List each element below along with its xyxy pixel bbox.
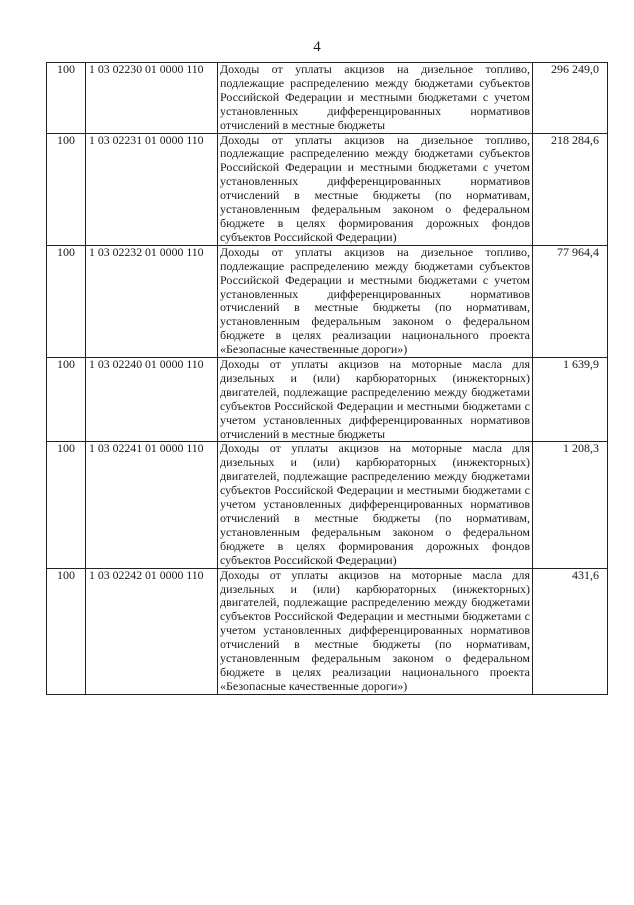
budget-code-cell: 1 03 02241 01 0000 110 xyxy=(86,442,218,568)
amount-cell: 431,6 xyxy=(533,568,608,694)
page-number: 4 xyxy=(313,39,321,55)
table-row xyxy=(47,442,608,568)
admin-code-cell: 100 xyxy=(47,245,86,357)
budget-code-cell: 1 03 02240 01 0000 110 xyxy=(86,358,218,442)
revenue-name-cell: Доходы от уплаты акцизов на дизельное топливо, подлежащие распределению между бюджетами субъектов Российской Федерации и местными бюджетами с учетом установленных дифференцированных нормативов отчислений в местные бюджеты (по нормативам, установленным федеральным законом о федеральном бюджете в целях реализации национального проекта «Безопасные качественные дороги») xyxy=(218,245,533,357)
admin-code-cell: 100 xyxy=(47,568,86,694)
budget-code-cell: 1 03 02232 01 0000 110 xyxy=(86,245,218,357)
budget-code-cell: 1 03 02242 01 0000 110 xyxy=(86,568,218,694)
revenue-table xyxy=(46,62,608,695)
revenue-name-cell: Доходы от уплаты акцизов на моторные масла для дизельных и (или) карбюраторных (инжекторных) двигателей, подлежащие распределению между бюджетами субъектов Российской Федерации и местными бюджетами с учетом установленных дифференцированных нормативов отчислений в местные бюджеты (по нормативам, установленным федеральным законом о федеральном бюджете в целях формирования дорожных фондов субъектов Российской Федерации) xyxy=(218,442,533,568)
admin-code-cell: 100 xyxy=(47,63,86,134)
revenue-name-cell: Доходы от уплаты акцизов на дизельное топливо, подлежащие распределению между бюджетами субъектов Российской Федерации и местными бюджетами с учетом установленных дифференцированных нормативов отчислений в местные бюджеты xyxy=(218,63,533,134)
table-row xyxy=(47,568,608,694)
table-row xyxy=(47,358,608,442)
revenue-name-cell: Доходы от уплаты акцизов на дизельное топливо, подлежащие распределению между бюджетами субъектов Российской Федерации и местными бюджетами с учетом установленных дифференцированных нормативов отчислений в местные бюджеты (по нормативам, установленным федеральным законом о федеральном бюджете в целях формирования дорожных фондов субъектов Российской Федерации) xyxy=(218,133,533,245)
revenue-name-cell: Доходы от уплаты акцизов на моторные масла для дизельных и (или) карбюраторных (инжекторных) двигателей, подлежащие распределению между бюджетами субъектов Российской Федерации и местными бюджетами с учетом установленных дифференцированных нормативов отчислений в местные бюджеты (по нормативам, установленным федеральным законом о федеральном бюджете в целях реализации национального проекта «Безопасные качественные дороги») xyxy=(218,568,533,694)
amount-cell: 296 249,0 xyxy=(533,63,608,134)
admin-code-cell: 100 xyxy=(47,358,86,442)
amount-cell: 1 639,9 xyxy=(533,358,608,442)
revenue-name-cell: Доходы от уплаты акцизов на моторные масла для дизельных и (или) карбюраторных (инжекторных) двигателей, подлежащие распределению между бюджетами субъектов Российской Федерации и местными бюджетами с учетом установленных дифференцированных нормативов отчислений в местные бюджеты xyxy=(218,358,533,442)
table-row xyxy=(47,245,608,357)
table-row xyxy=(47,133,608,245)
amount-cell: 1 208,3 xyxy=(533,442,608,568)
table-row xyxy=(47,63,608,134)
budget-code-cell: 1 03 02231 01 0000 110 xyxy=(86,133,218,245)
amount-cell: 77 964,4 xyxy=(533,245,608,357)
admin-code-cell: 100 xyxy=(47,133,86,245)
admin-code-cell: 100 xyxy=(47,442,86,568)
amount-cell: 218 284,6 xyxy=(533,133,608,245)
budget-code-cell: 1 03 02230 01 0000 110 xyxy=(86,63,218,134)
